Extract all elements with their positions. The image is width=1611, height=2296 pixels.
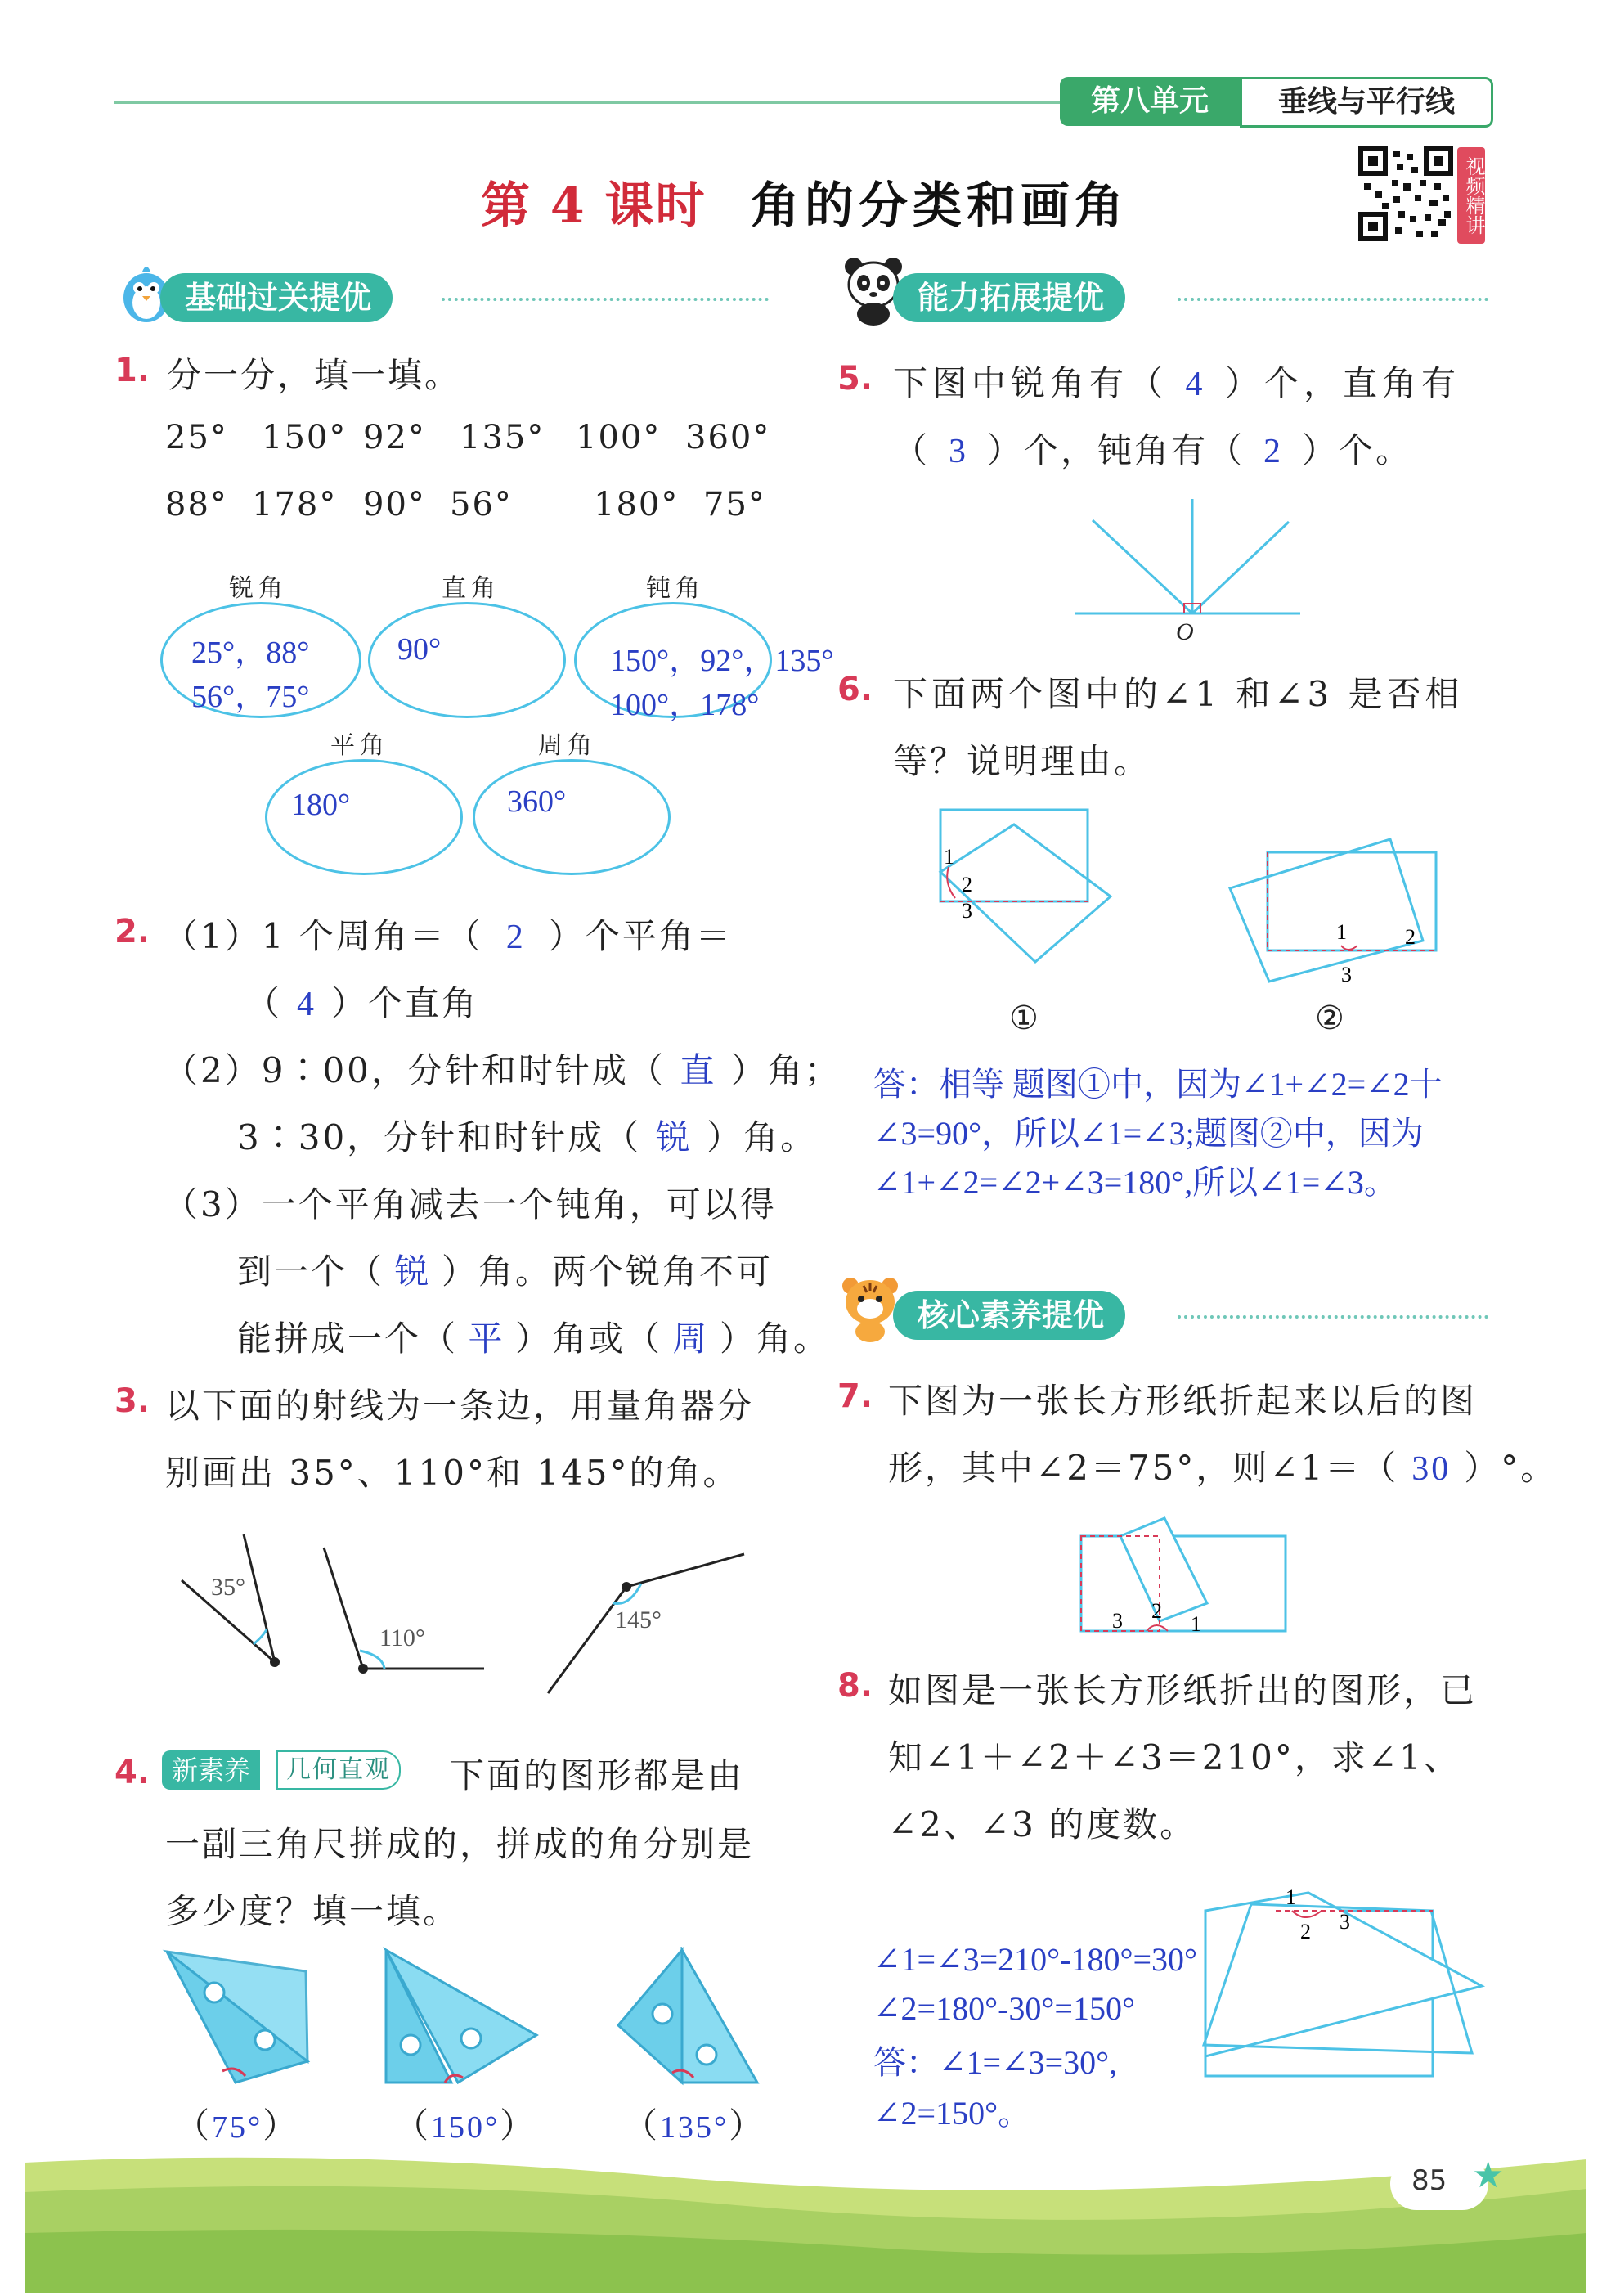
qr-caption: 视频精讲	[1457, 147, 1485, 244]
q2-p3-c: ）角。两个锐角不可	[442, 1251, 774, 1292]
q4-a3-value: 135°	[660, 2110, 729, 2145]
q4-badge-topic: 几何直观	[276, 1750, 401, 1790]
q8-l1: 1	[1286, 1885, 1296, 1909]
header-rule	[114, 101, 1063, 104]
q1-r1-v2: 92°	[363, 419, 426, 456]
q8-answer-line3: 答：∠1=∠3=30°,	[873, 2044, 1118, 2081]
q2-number: 2.	[114, 913, 150, 950]
q7-line2	[888, 1441, 1557, 1490]
oval-right-line1: 90°	[397, 632, 442, 667]
q1-number: 1.	[114, 352, 150, 389]
q5-d: ）个，钝角有（	[987, 430, 1245, 470]
q7-line2-a: 形，其中∠2＝75°，则∠1＝（	[888, 1448, 1399, 1488]
q4-number: 4.	[114, 1754, 150, 1791]
q4-line2: 一副三角尺拼成的，拼成的角分别是	[165, 1824, 755, 1864]
q1-r2-v0: 88°	[165, 486, 228, 523]
q8-line1: 如图是一张长方形纸折出的图形，已	[888, 1670, 1478, 1710]
q2-p2-b: ）角；	[730, 1050, 841, 1090]
q6-answer-line1: 答：相等 题图①中，因为∠1+∠2=∠2十	[873, 1066, 1443, 1103]
q2-p3-ans2: 平	[468, 1321, 505, 1359]
q7-l2: 2	[1151, 1599, 1162, 1623]
section-basic: 基础过关提优	[160, 273, 393, 322]
q4-a1-close: ）	[263, 2105, 300, 2145]
q2-p3-e: ）角或（	[515, 1319, 663, 1359]
q2-p2-a: （2）9∶00，分针和时针成（	[164, 1050, 666, 1090]
q6-f1-l1: 1	[944, 845, 954, 869]
q1-r2-v4: 180°	[594, 486, 680, 523]
q2-p3-line1: （3）一个平角减去一个钝角，可以得	[164, 1184, 777, 1224]
q2-p2-ans2: 锐	[655, 1120, 693, 1157]
q3-number: 3.	[114, 1382, 150, 1420]
q5-line1	[893, 357, 1461, 406]
oval-acute-line2: 56°，75°	[191, 680, 310, 714]
q5-ans1: 4	[1185, 366, 1208, 403]
q3-angle-110	[324, 1548, 484, 1674]
q1-r1-v1: 150°	[262, 419, 348, 456]
q5-figure	[1071, 491, 1317, 646]
oval-straight-line1: 180°	[291, 788, 351, 822]
q2-p1-b: ）个平角＝	[548, 916, 733, 956]
q8-l2: 2	[1300, 1920, 1311, 1943]
q3-label-35: 35°	[211, 1574, 245, 1601]
q4-a3-open: （	[623, 2105, 661, 2145]
q1-r1-v3: 135°	[460, 419, 545, 456]
q2-p2-c: 3∶30，分针和时针成（	[237, 1117, 642, 1157]
q1-r1-v0: 25°	[165, 419, 228, 456]
q2-p3-line2	[237, 1245, 773, 1294]
q5-c: （	[893, 430, 931, 470]
q8-line3: ∠2、∠3 的度数。	[888, 1804, 1197, 1844]
section-core-dots	[1178, 1315, 1488, 1319]
q5-ans2: 3	[949, 433, 969, 470]
q6-line1: 下面两个图中的∠1 和∠3 是否相	[893, 674, 1464, 714]
q4-fig1	[167, 1952, 307, 2083]
q7-line2-b: ）°。	[1464, 1448, 1558, 1488]
q2-p2-ans1: 直	[680, 1053, 717, 1090]
oval-obtuse-line2: 100°，178°	[610, 688, 760, 722]
qr-code[interactable]	[1357, 146, 1454, 242]
q2-p2-line1	[164, 1044, 841, 1093]
q5-ans3: 2	[1263, 433, 1284, 470]
q7-number: 7.	[837, 1377, 873, 1415]
q8-line2: 知∠1＋∠2＋∠3＝210°，求∠1、	[888, 1737, 1461, 1777]
q4-line3: 多少度？填一填。	[165, 1891, 460, 1931]
oval-acute-line1: 25°，88°	[191, 636, 310, 670]
q6-answer-line3: ∠1+∠2=∠2+∠3=180°,所以∠1=∠3。	[873, 1164, 1397, 1201]
q6-answer-line2: ∠3=90°，所以∠1=∠3;题图②中，因为	[873, 1115, 1424, 1152]
q6-f1-l2: 2	[962, 873, 972, 896]
q7-ans: 30	[1411, 1450, 1452, 1488]
q6-f2-l3: 3	[1341, 963, 1352, 986]
q3-angle-145	[548, 1554, 744, 1693]
q8-figure	[1194, 1881, 1488, 2086]
q6-f2-l1: 1	[1336, 920, 1347, 944]
q2-p3-b: 到一个（	[237, 1251, 385, 1292]
q1-r2-v1: 178°	[252, 486, 338, 523]
q3-label-110: 110°	[379, 1624, 425, 1651]
q2-p1-a: （1）1 个周角＝（	[164, 916, 483, 956]
q8-number: 8.	[837, 1667, 873, 1705]
q6-fig1-caption: ①	[1009, 1000, 1039, 1037]
q6-figure1	[932, 802, 1129, 973]
q1-r2-v3: 56°	[450, 486, 513, 523]
q5-number: 5.	[837, 360, 873, 398]
q3-angles-figure	[164, 1521, 752, 1701]
section-ability: 能力拓展提优	[893, 273, 1125, 322]
q4-a2-value: 150°	[431, 2110, 500, 2145]
q1-r2-v2: 90°	[363, 486, 426, 523]
q2-p3-ans3: 周	[672, 1321, 710, 1359]
q6-f1-l3: 3	[962, 899, 972, 923]
q3-angle-35	[182, 1534, 280, 1667]
oval-straight-label: 平角	[330, 731, 389, 760]
star-icon: ★	[1472, 2154, 1505, 2196]
q1-r1-v5: 360°	[685, 419, 771, 456]
oval-obtuse-line1: 150°，92°，135°	[610, 644, 834, 678]
q4-fig2	[386, 1950, 536, 2083]
oval-round	[473, 759, 671, 875]
q5-e: ）个。	[1302, 430, 1413, 470]
q3-line1: 以下面的射线为一条边，用量角器分	[165, 1386, 755, 1426]
q2-p1-c: （	[245, 983, 283, 1023]
section-core: 核心素养提优	[893, 1291, 1125, 1340]
q7-line1: 下图为一张长方形纸折起来以后的图	[888, 1381, 1478, 1421]
q4-a1-value: 75°	[212, 2110, 263, 2145]
q8-l3: 3	[1340, 1910, 1350, 1934]
q6-figure2	[1227, 831, 1447, 995]
q1-row2	[165, 486, 766, 523]
section-ability-dots	[1178, 298, 1488, 301]
mascot-tiger-icon	[839, 1273, 901, 1343]
q8-answer-line4: ∠2=150°。	[873, 2095, 1031, 2132]
unit-label: 第八单元	[1060, 77, 1240, 126]
q2-p3-d: 能拼成一个（	[237, 1319, 459, 1359]
q6-fig2-caption: ②	[1315, 1000, 1344, 1037]
q4-answer3	[623, 2099, 765, 2148]
q3-line2: 别画出 35°、110°和 145°的角。	[165, 1453, 740, 1493]
q6-f2-l2: 2	[1405, 925, 1416, 949]
q2-p1-line1	[164, 910, 733, 959]
q2-p2-line2	[237, 1111, 817, 1160]
q4-answer1	[175, 2099, 299, 2148]
q8-answer-line1: ∠1=∠3=210°-180°=30°	[873, 1941, 1198, 1978]
q5-a: 下图中锐角有（	[893, 363, 1169, 403]
q1-row1	[165, 419, 770, 456]
q2-p1-d: ）个直角	[331, 983, 479, 1023]
q4-a2-close: ）	[500, 2105, 537, 2145]
q4-a3-close: ）	[729, 2105, 766, 2145]
footer-grass	[0, 2143, 1611, 2293]
q2-p3-f: ）角。	[720, 1319, 831, 1359]
oval-right-label: 直角	[442, 574, 500, 603]
q3-label-145: 145°	[615, 1606, 662, 1633]
q2-p3-ans1: 锐	[394, 1254, 432, 1292]
oval-acute-label: 锐角	[229, 574, 288, 603]
q8-answer-line2: ∠2=180°-30°=150°	[873, 1990, 1135, 2027]
q4-line1: 下面的图形都是由	[450, 1755, 745, 1795]
section-basic-dots	[442, 298, 769, 301]
lesson-number: 第 4 课时	[481, 177, 707, 235]
q5-line2	[893, 424, 1412, 473]
q1-r1-v4: 100°	[576, 419, 662, 456]
q2-p1-ans2: 4	[297, 986, 317, 1023]
q6-line2: 等？说明理由。	[893, 741, 1151, 781]
oval-round-line1: 360°	[507, 784, 567, 819]
q5-point-o: O	[1176, 618, 1194, 645]
q7-l3: 3	[1112, 1609, 1123, 1633]
q4-triangles-figure	[160, 1947, 765, 2094]
q4-badge-new: 新素养	[162, 1750, 260, 1790]
lesson-title: 角的分类和画角	[751, 177, 1129, 235]
page-number: 85	[1411, 2164, 1447, 2197]
q1-r2-v5: 75°	[703, 486, 766, 523]
q7-figure	[1076, 1513, 1297, 1636]
q1-text: 分一分，填一填。	[167, 355, 462, 395]
q4-fig3	[618, 1950, 757, 2083]
q2-p2-d: ）角。	[707, 1117, 818, 1157]
q2-p1-line2	[245, 977, 478, 1026]
q4-a1-open: （	[175, 2105, 213, 2145]
q2-p1-ans1: 2	[505, 919, 526, 956]
oval-obtuse-label: 钝角	[646, 574, 705, 603]
q2-p3-line3	[237, 1312, 830, 1361]
q6-number: 6.	[837, 671, 873, 708]
oval-round-label: 周角	[538, 731, 597, 760]
q4-a2-open: （	[394, 2105, 432, 2145]
unit-title: 垂线与平行线	[1240, 77, 1493, 128]
q5-b: ）个，直角有	[1225, 363, 1461, 403]
q4-answer2	[394, 2099, 536, 2148]
q7-l1: 1	[1191, 1612, 1201, 1636]
